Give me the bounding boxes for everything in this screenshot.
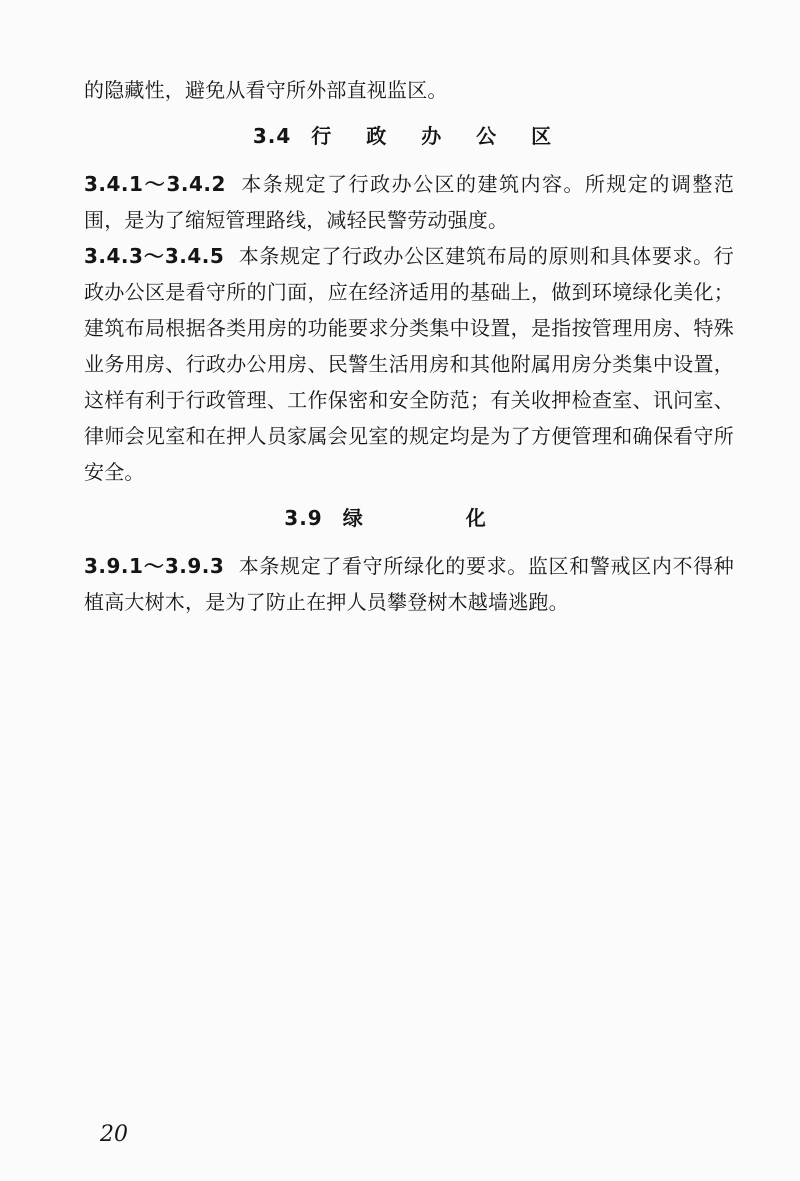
section-title: 绿 化 xyxy=(342,506,534,530)
section-title: 行 政 办 公 区 xyxy=(311,124,566,148)
clause-reference: 3.4.3～3.4.5 xyxy=(84,244,225,268)
clause-reference: 3.4.1～3.4.2 xyxy=(84,172,226,196)
page-number: 20 xyxy=(100,1122,128,1147)
clause-text: 本条规定了行政办公区建筑布局的原则和具体要求。行政办公区是看守所的门面，应在经济适用的基础上，做到环境绿化美化；建筑布局根据各类用房的功能要求分类集中设置，是指按管理用房、特殊业务用房、行政办公用房、民警生活用房和其他附属用房分类集中设置，这样有利于行政管理、工作保密和安全防范；有关收押检查室、讯问室、律师会见室和在押人员家属会见室的规定均是为了方便管理和确保看守所安全。 xyxy=(84,244,734,484)
clause-paragraph xyxy=(84,166,734,238)
section-number: 3.9 xyxy=(284,506,323,530)
section-number: 3.4 xyxy=(252,124,292,148)
clause-text: 本条规定了行政办公区的建筑内容。所规定的调整范围，是为了缩短管理路线，减轻民警劳动强度。 xyxy=(84,172,734,232)
clause-text: 本条规定了看守所绿化的要求。监区和警戒区内不得种植高大树木，是为了防止在押人员攀登树木越墙逃跑。 xyxy=(84,554,734,614)
clause-paragraph xyxy=(84,548,734,620)
continuation-paragraph: 的隐藏性，避免从看守所外部直视监区。 xyxy=(84,78,448,102)
clause-reference: 3.9.1～3.9.3 xyxy=(84,554,225,578)
clause-paragraph xyxy=(84,238,734,490)
page-body xyxy=(84,72,734,620)
section-heading-3-4 xyxy=(84,118,734,154)
section-heading-3-9 xyxy=(84,500,734,536)
